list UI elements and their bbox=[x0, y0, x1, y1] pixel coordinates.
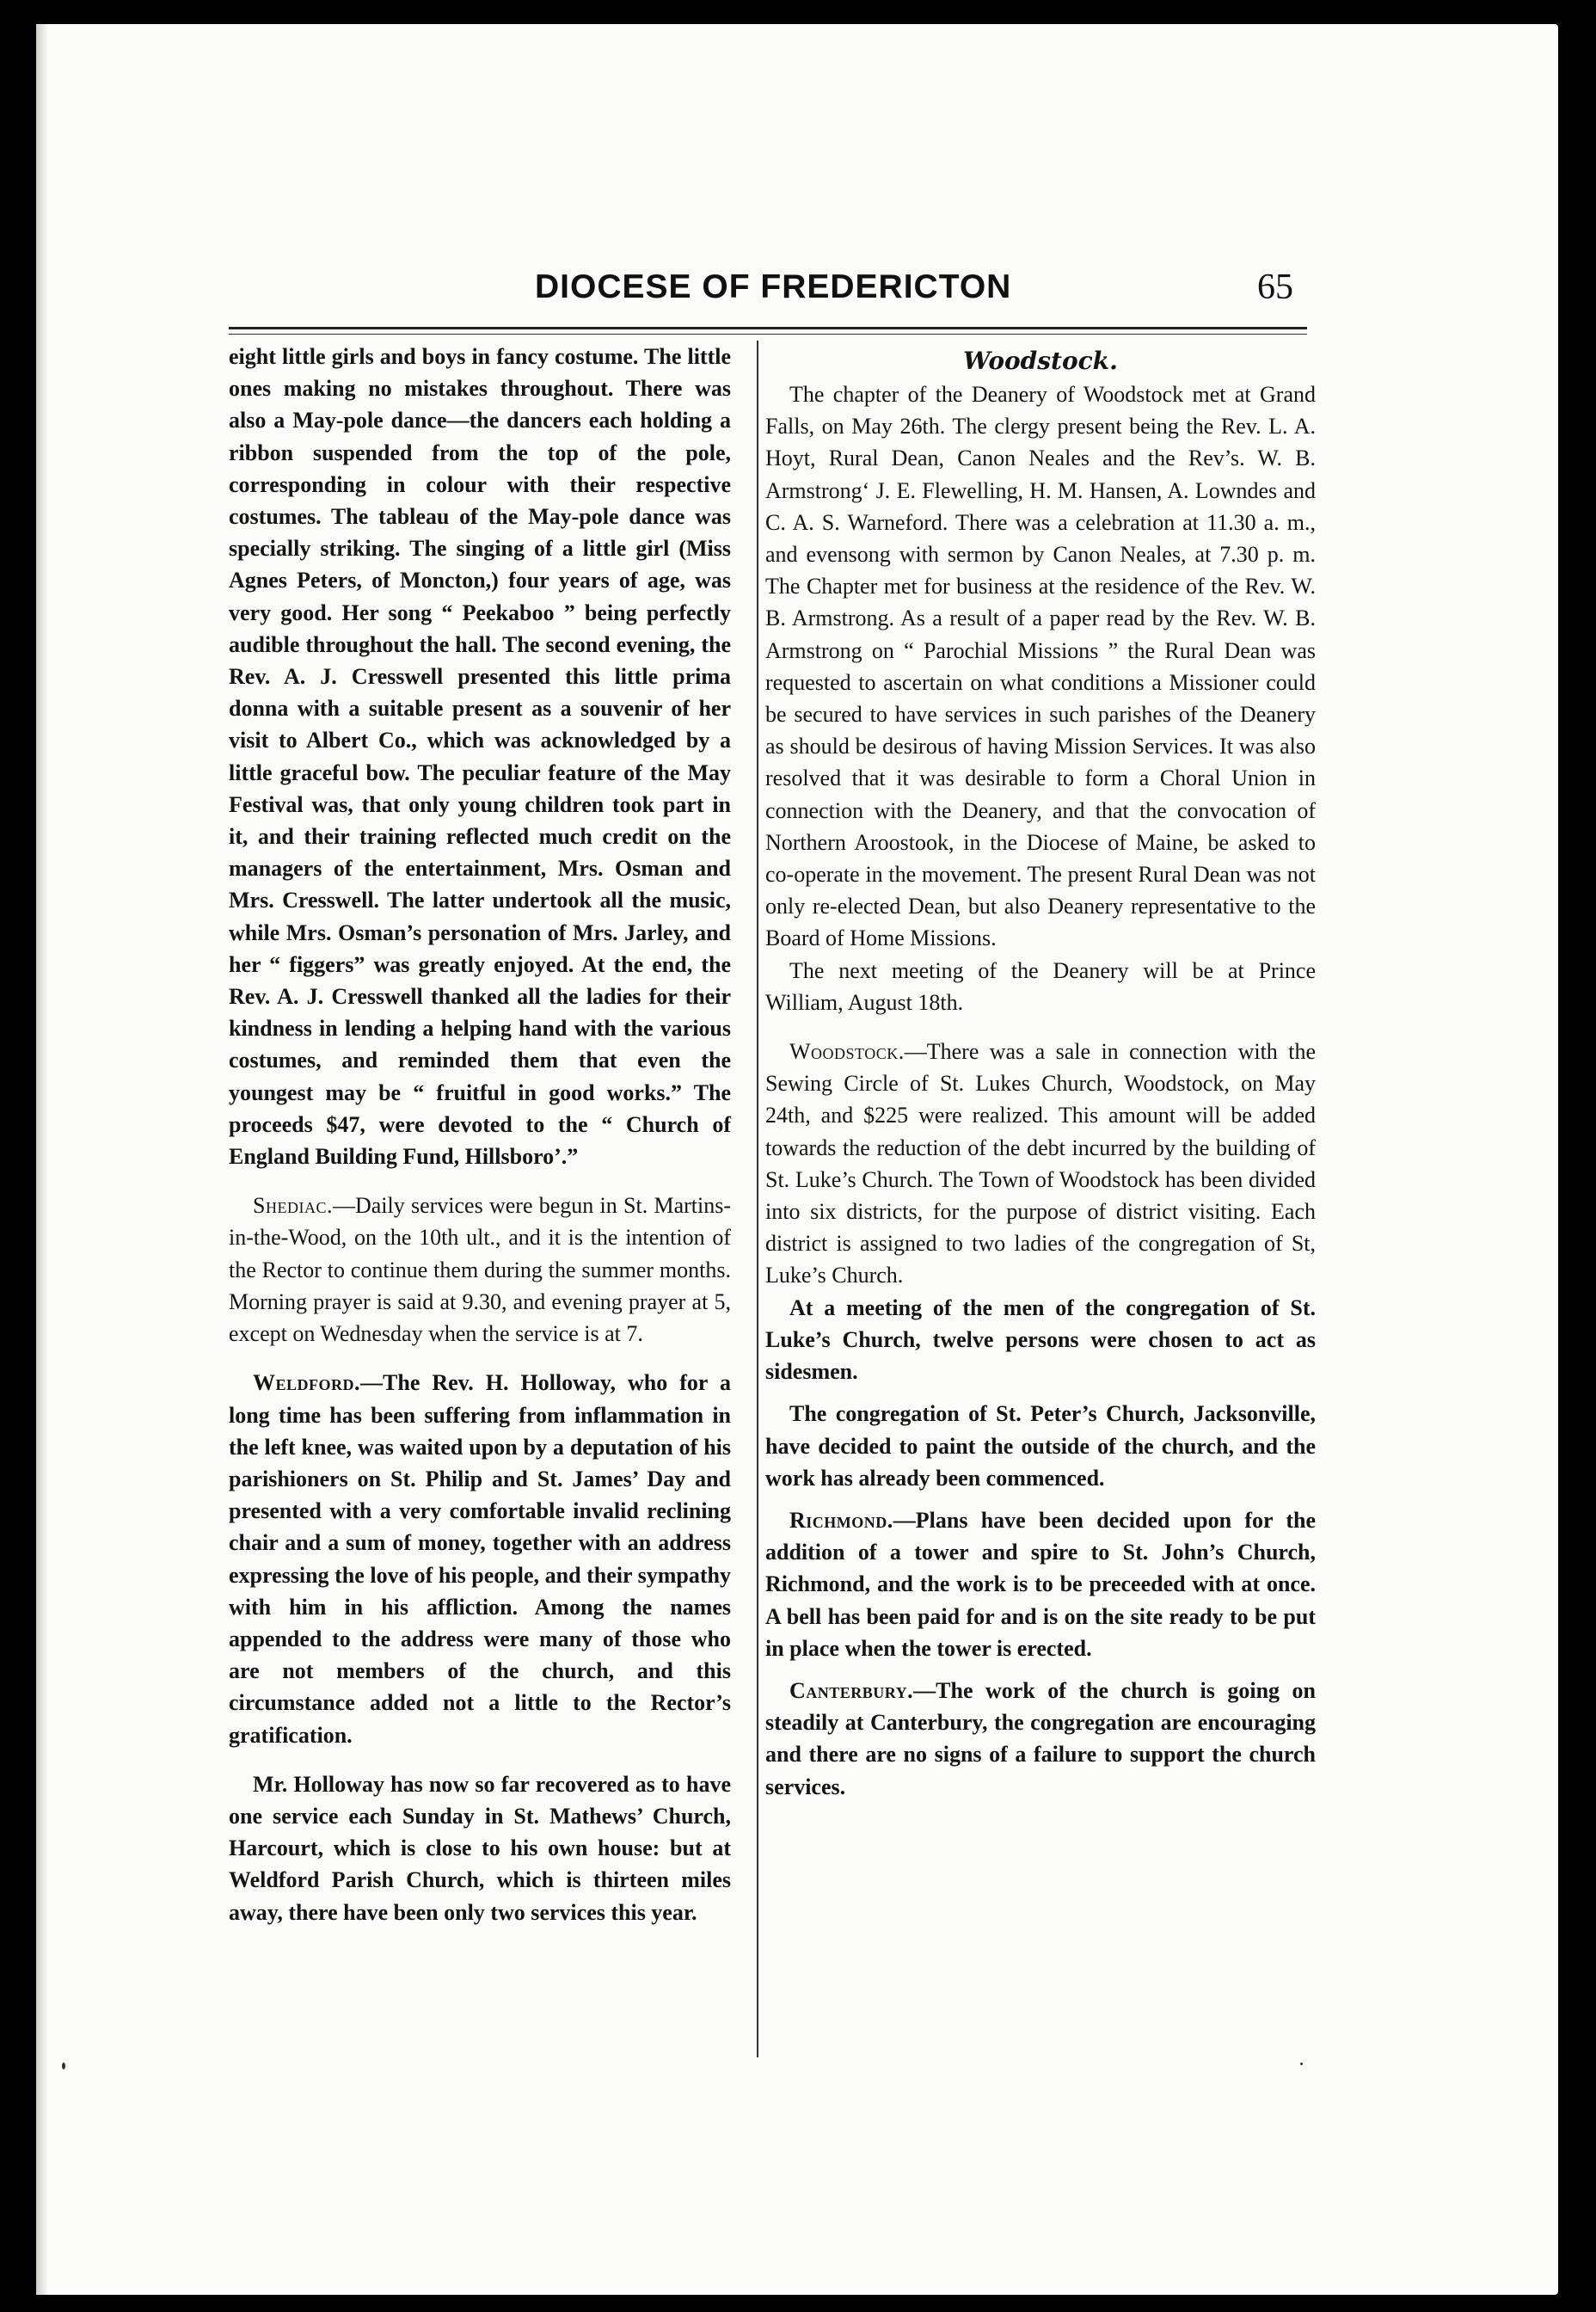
shediac-label: Shediac. bbox=[253, 1193, 333, 1219]
canterbury-label: Canterbury. bbox=[789, 1677, 914, 1703]
richmond-paragraph bbox=[765, 1504, 1316, 1664]
deanery-chapter-paragraph: The chapter of the Deanery of Woodstock met at Grand Falls, on May 26th. The clergy present being the Rev. L. A. Hoyt, Rural Dean, Canon Neales and the Rev’s. W. B. Armstrong‘ J. E. Flewelling, H. M. Hansen, A. Lowndes and C. A. S. Warneford. There was a celebration at 11.30 a. m., and evensong with sermon by Canon Neales, at 7.30 p. m. The Chapter met for business at the residence of the Rev. W. B. Armstrong. As a result of a paper read by the Rev. W. B. Armstrong on “ Parochial Missions ” the Rural Dean was requested to ascertain on what conditions a Missioner could be secured to have services in such parishes of the Deanery as should be desirous of having Mission Services. It was also resolved that it was desirable to form a Choral Union in connection with the Deanery, and that the convocation of Northern Aroostook, in the Diocese of Maine, be asked to co-operate in the movement. The present Rural Dean was not only re-elected Dean, but also Deanery representative to the Board of Home Missions. bbox=[765, 382, 1316, 951]
next-meeting-paragraph: The next meeting of the Deanery will be at Prince William, August 18th. bbox=[765, 957, 1316, 1015]
jacksonville-paragraph: The congregation of St. Peter’s Church, Jacksonville, have decided to paint the outside of the church, and the work has already been commenced. bbox=[765, 1401, 1316, 1491]
header-title: DIOCESE OF FREDERICTON bbox=[535, 268, 1012, 305]
woodstock-sale-paragraph bbox=[765, 1036, 1316, 1292]
shediac-text: —Daily services were begun in St. Martins-in-the-Wood, on the 10th ult., and it is the intention of the Rector to continue them during the summer months. Morning prayer is said at 9.30, and evening prayer at 5, except on Wednesday when the service is at 7. bbox=[229, 1193, 731, 1347]
woodstock-heading: Woodstock. bbox=[963, 347, 1118, 375]
sidesmen-paragraph: At a meeting of the men of the congregation of St. Luke’s Church, twelve persons were chosen to act as sidesmen. bbox=[765, 1294, 1316, 1385]
column-divider bbox=[757, 341, 758, 2057]
weldford-paragraph bbox=[229, 1367, 731, 1750]
right-column bbox=[765, 341, 1316, 1803]
canterbury-paragraph bbox=[765, 1675, 1316, 1803]
shediac-paragraph bbox=[229, 1190, 731, 1350]
running-header bbox=[36, 263, 1558, 315]
richmond-label: Richmond. bbox=[789, 1507, 893, 1533]
left-column bbox=[229, 341, 731, 1928]
richmond-text: —Plans have been decided upon for the addition of a tower and spire to St. John’s Church, Richmond, and the work is to be preceeded with at once. A bell has been paid for and is on the site ready to be put in place when the tower is erected. bbox=[765, 1507, 1316, 1661]
page-number: 65 bbox=[1257, 267, 1293, 307]
page-spine-shadow bbox=[36, 24, 48, 2295]
canterbury-text: —The work of the church is going on steadily at Canterbury, the congregation are encouraging and there are no signs of a failure to support the church services. bbox=[765, 1677, 1316, 1799]
scanned-page bbox=[36, 24, 1558, 2295]
header-rule-thick bbox=[229, 327, 1307, 329]
weldford-label: Weldford. bbox=[253, 1370, 361, 1396]
may-festival-paragraph: eight little girls and boys in fancy costume. The little ones making no mistakes throughout. There was also a May-pole dance—the dancers each holding a ribbon suspended from the top of the pole, corresponding in colour with their respective costumes. The tableau of the May-pole dance was specially striking. The singing of a little girl (Miss Agnes Peters, of Moncton,) four years of age, was very good. Her song “ Peekaboo ” being perfectly audible throughout the hall. The second evening, the Rev. A. J. Cresswell presented this little prima donna with a suitable present as a souvenir of her visit to Albert Co., which was acknowledged by a little graceful bow. The peculiar feature of the May Festival was, that only young children took part in it, and their training reflected much credit on the managers of the entertainment, Mrs. Osman and Mrs. Cresswell. The latter undertook all the music, while Mrs. Osman’s personation of Mrs. Jarley, and her “ figgers” was greatly enjoyed. At the end, the Rev. A. J. Cresswell thanked all the ladies for their kindness in lending a helping hand with the various costumes, and reminded them that even the youngest may be “ fruitful in good works.” The proceeds $47, were devoted to the “ Church of England Building Fund, Hillsboro’.” bbox=[229, 344, 731, 1170]
weldford-text: —The Rev. H. Holloway, who for a long time has been suffering from inflammation in the left knee, was waited upon by a deputation of his parishioners on St. Philip and St. James’ Day and presented with a very comfortable invalid reclining chair and a sum of money, together with an address expressing the love of his people, and their sympathy with him in his affliction. Among the names appended to the address were many of those who are not members of the church, and this circumstance added not a little to the Rector’s gratification. bbox=[229, 1370, 731, 1748]
header-rule-thin bbox=[229, 334, 1307, 335]
woodstock-label: Woodstock. bbox=[789, 1039, 905, 1065]
woodstock-text: —There was a sale in connection with the Sewing Circle of St. Lukes Church, Woodstock, on May 24th, and $225 were realized. This amount will be added towards the reduction of the debt incurred by the building of St. Luke’s Church. The Town of Woodstock has been divided into six districts, for the purpose of district visiting. Each district is assigned to two ladies of the congregation of St, Luke’s Church. bbox=[765, 1039, 1316, 1288]
holloway-paragraph: Mr. Holloway has now so far recovered as to have one service each Sunday in St. Mathews’ Church, Harcourt, which is close to his own house: but at Weldford Parish Church, which is thirteen miles away, there have been only two services this year. bbox=[229, 1771, 731, 1925]
